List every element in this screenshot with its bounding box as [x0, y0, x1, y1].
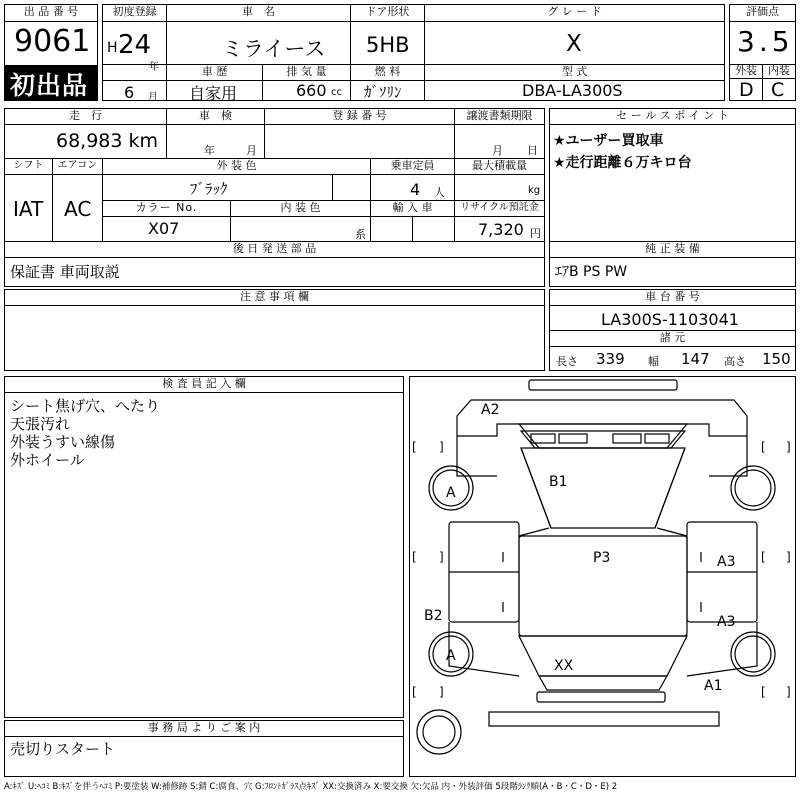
transfer-label: 譲渡書類期限 [466, 109, 533, 122]
svg-text:[: [ [761, 685, 766, 699]
svg-text:]: ] [786, 440, 791, 454]
recycle-unit: 円 [530, 227, 541, 240]
legend-text: A:ｷｽﾞ U:ﾍｺﾐ B:ｷｽﾞを伴うﾍｺﾐ P:要塗装 W:補修跡 S:錆 C:腐食、穴 G:ﾌﾛﾝﾄｶﾞﾗｽ点ｷｽﾞ XX:交換済み X:要交換 欠:欠品 内・外装評価 5段階ﾗﾝｸ順(A・B・C・D・E) 2 [4, 782, 618, 792]
office-label: 事 務 局 よ り ご 案 内 [147, 721, 261, 734]
mark-a-front-left: A [446, 485, 456, 501]
displacement-value: 660 [296, 81, 327, 100]
mark-b1: B1 [549, 474, 568, 490]
parts-label: 後 日 発 送 部 品 [232, 242, 317, 255]
inspector-line-2: 天張汚れ [10, 415, 71, 433]
int-color-label: 内 装 色 [280, 201, 321, 214]
int-grade: C [771, 79, 785, 101]
displacement-unit: cc [331, 87, 342, 98]
score-value: 3.5 [737, 25, 794, 58]
shift-value: IAT [13, 197, 44, 221]
color-no-label: カラー No. [135, 201, 198, 214]
inspector-line-3: 外装うすい線傷 [10, 433, 116, 451]
sales-point-2: ★走行距離６万キロ台 [553, 155, 692, 171]
recycle-label: リサイクル預託金 [460, 202, 539, 213]
inspector-line-4: 外ホイール [10, 451, 85, 469]
ac-label: エアコン [57, 160, 98, 171]
color-no-value: X07 [148, 219, 180, 238]
lot-number: 9061 [14, 24, 91, 59]
capacity-value: 4 [410, 180, 421, 199]
grade-label: グ レ ー ド [547, 5, 602, 18]
height-label: 高さ [724, 355, 746, 368]
plate-label: 登 録 番 号 [332, 109, 387, 122]
sales-point-label: セ ー ル ス ポ イ ン ト [616, 109, 729, 122]
transfer-month-unit: 月 [492, 144, 503, 157]
dims-label: 諸 元 [659, 331, 686, 344]
model-value: DBA-LA300S [522, 81, 623, 100]
chassis-label: 車 台 番 号 [645, 290, 700, 303]
score-label: 評価点 [746, 5, 779, 18]
first-listing-label: 初出品 [10, 71, 89, 100]
svg-text:]: ] [786, 550, 791, 564]
load-label: 最大積載量 [472, 159, 527, 172]
notes-label: 注 意 事 項 欄 [240, 290, 309, 303]
grade-value: X [566, 31, 582, 57]
mark-p3: P3 [593, 550, 611, 566]
history-value: 自家用 [189, 84, 238, 103]
reg-month: 6 [124, 83, 135, 102]
reg-year-unit: 年 [149, 62, 159, 73]
ext-grade: D [739, 79, 754, 101]
inspector-line-1: シート焦げ穴、へたり [10, 397, 161, 415]
capacity-label: 乗車定員 [390, 159, 435, 172]
insp-year-unit: 年 [204, 144, 215, 157]
car-name: ミライース [222, 37, 326, 61]
int-grade-label: 内装 [768, 64, 790, 77]
svg-text:]: ] [439, 685, 444, 699]
recycle-value: 7,320 [478, 220, 524, 239]
displacement-label: 排 気 量 [286, 65, 327, 78]
lot-number-label: 出 品 番 号 [23, 5, 79, 18]
inspector-label: 検 査 員 記 入 欄 [162, 377, 246, 390]
mileage-value: 68,983 km [56, 130, 159, 152]
int-color-unit: 系 [355, 228, 366, 241]
shift-label: シフト [13, 160, 44, 171]
mark-a3-right-rear: A3 [717, 614, 736, 630]
chassis-number: LA300S-1103041 [601, 310, 739, 329]
fuel-value: ｶﾞｿﾘﾝ [364, 83, 402, 101]
door-type: 5HB [366, 33, 410, 57]
sales-point-1: ★ユーザー買取車 [553, 133, 664, 149]
svg-text:]: ] [786, 685, 791, 699]
mark-a1: A1 [704, 678, 723, 694]
reg-year: 24 [118, 30, 152, 60]
history-label: 車 歴 [201, 65, 228, 78]
load-unit: kg [528, 185, 541, 196]
parts-value: 保証書 車両取説 [10, 263, 120, 281]
car-name-label: 車 名 [242, 5, 275, 18]
mark-a2: A2 [481, 402, 500, 418]
length-value: 339 [596, 350, 625, 368]
import-label: 輸 入 車 [392, 201, 433, 214]
car-diagram [409, 376, 796, 777]
svg-text:]: ] [439, 440, 444, 454]
ext-grade-label: 外装 [735, 64, 757, 77]
first-reg-label: 初度登録 [112, 5, 157, 18]
equipment-value: ｴｱB PS PW [555, 264, 628, 280]
width-value: 147 [681, 350, 710, 368]
mark-b2: B2 [424, 608, 443, 624]
transfer-day-unit: 日 [527, 144, 538, 157]
insp-month-unit: 月 [246, 144, 257, 157]
length-label: 長さ [556, 355, 578, 368]
office-text: 売切りスタート [10, 740, 116, 758]
color-label: 外 装 色 [216, 159, 257, 172]
svg-text:]: ] [439, 550, 444, 564]
door-label: ドア形状 [365, 5, 410, 18]
fuel-label: 燃 料 [374, 65, 401, 78]
width-label: 幅 [648, 355, 659, 368]
mark-a-rear-left: A [446, 648, 456, 664]
ac-value: AC [64, 197, 92, 221]
color-value: ﾌﾞﾗｯｸ [190, 180, 228, 198]
mark-a3-right-front: A3 [717, 554, 736, 570]
equipment-label: 純 正 装 備 [645, 242, 700, 255]
svg-text:[: [ [761, 550, 766, 564]
svg-text:[: [ [412, 550, 417, 564]
svg-text:[: [ [412, 685, 417, 699]
height-value: 150 [762, 350, 791, 368]
capacity-unit: 人 [434, 186, 445, 199]
era-label: H [107, 40, 118, 56]
svg-text:[: [ [412, 440, 417, 454]
inspection-label: 車 検 [199, 109, 232, 122]
mileage-label: 走 行 [69, 109, 102, 122]
model-label: 型 式 [561, 65, 588, 78]
svg-text:[: [ [761, 440, 766, 454]
mark-xx: XX [554, 658, 574, 674]
reg-month-unit: 月 [148, 92, 158, 103]
